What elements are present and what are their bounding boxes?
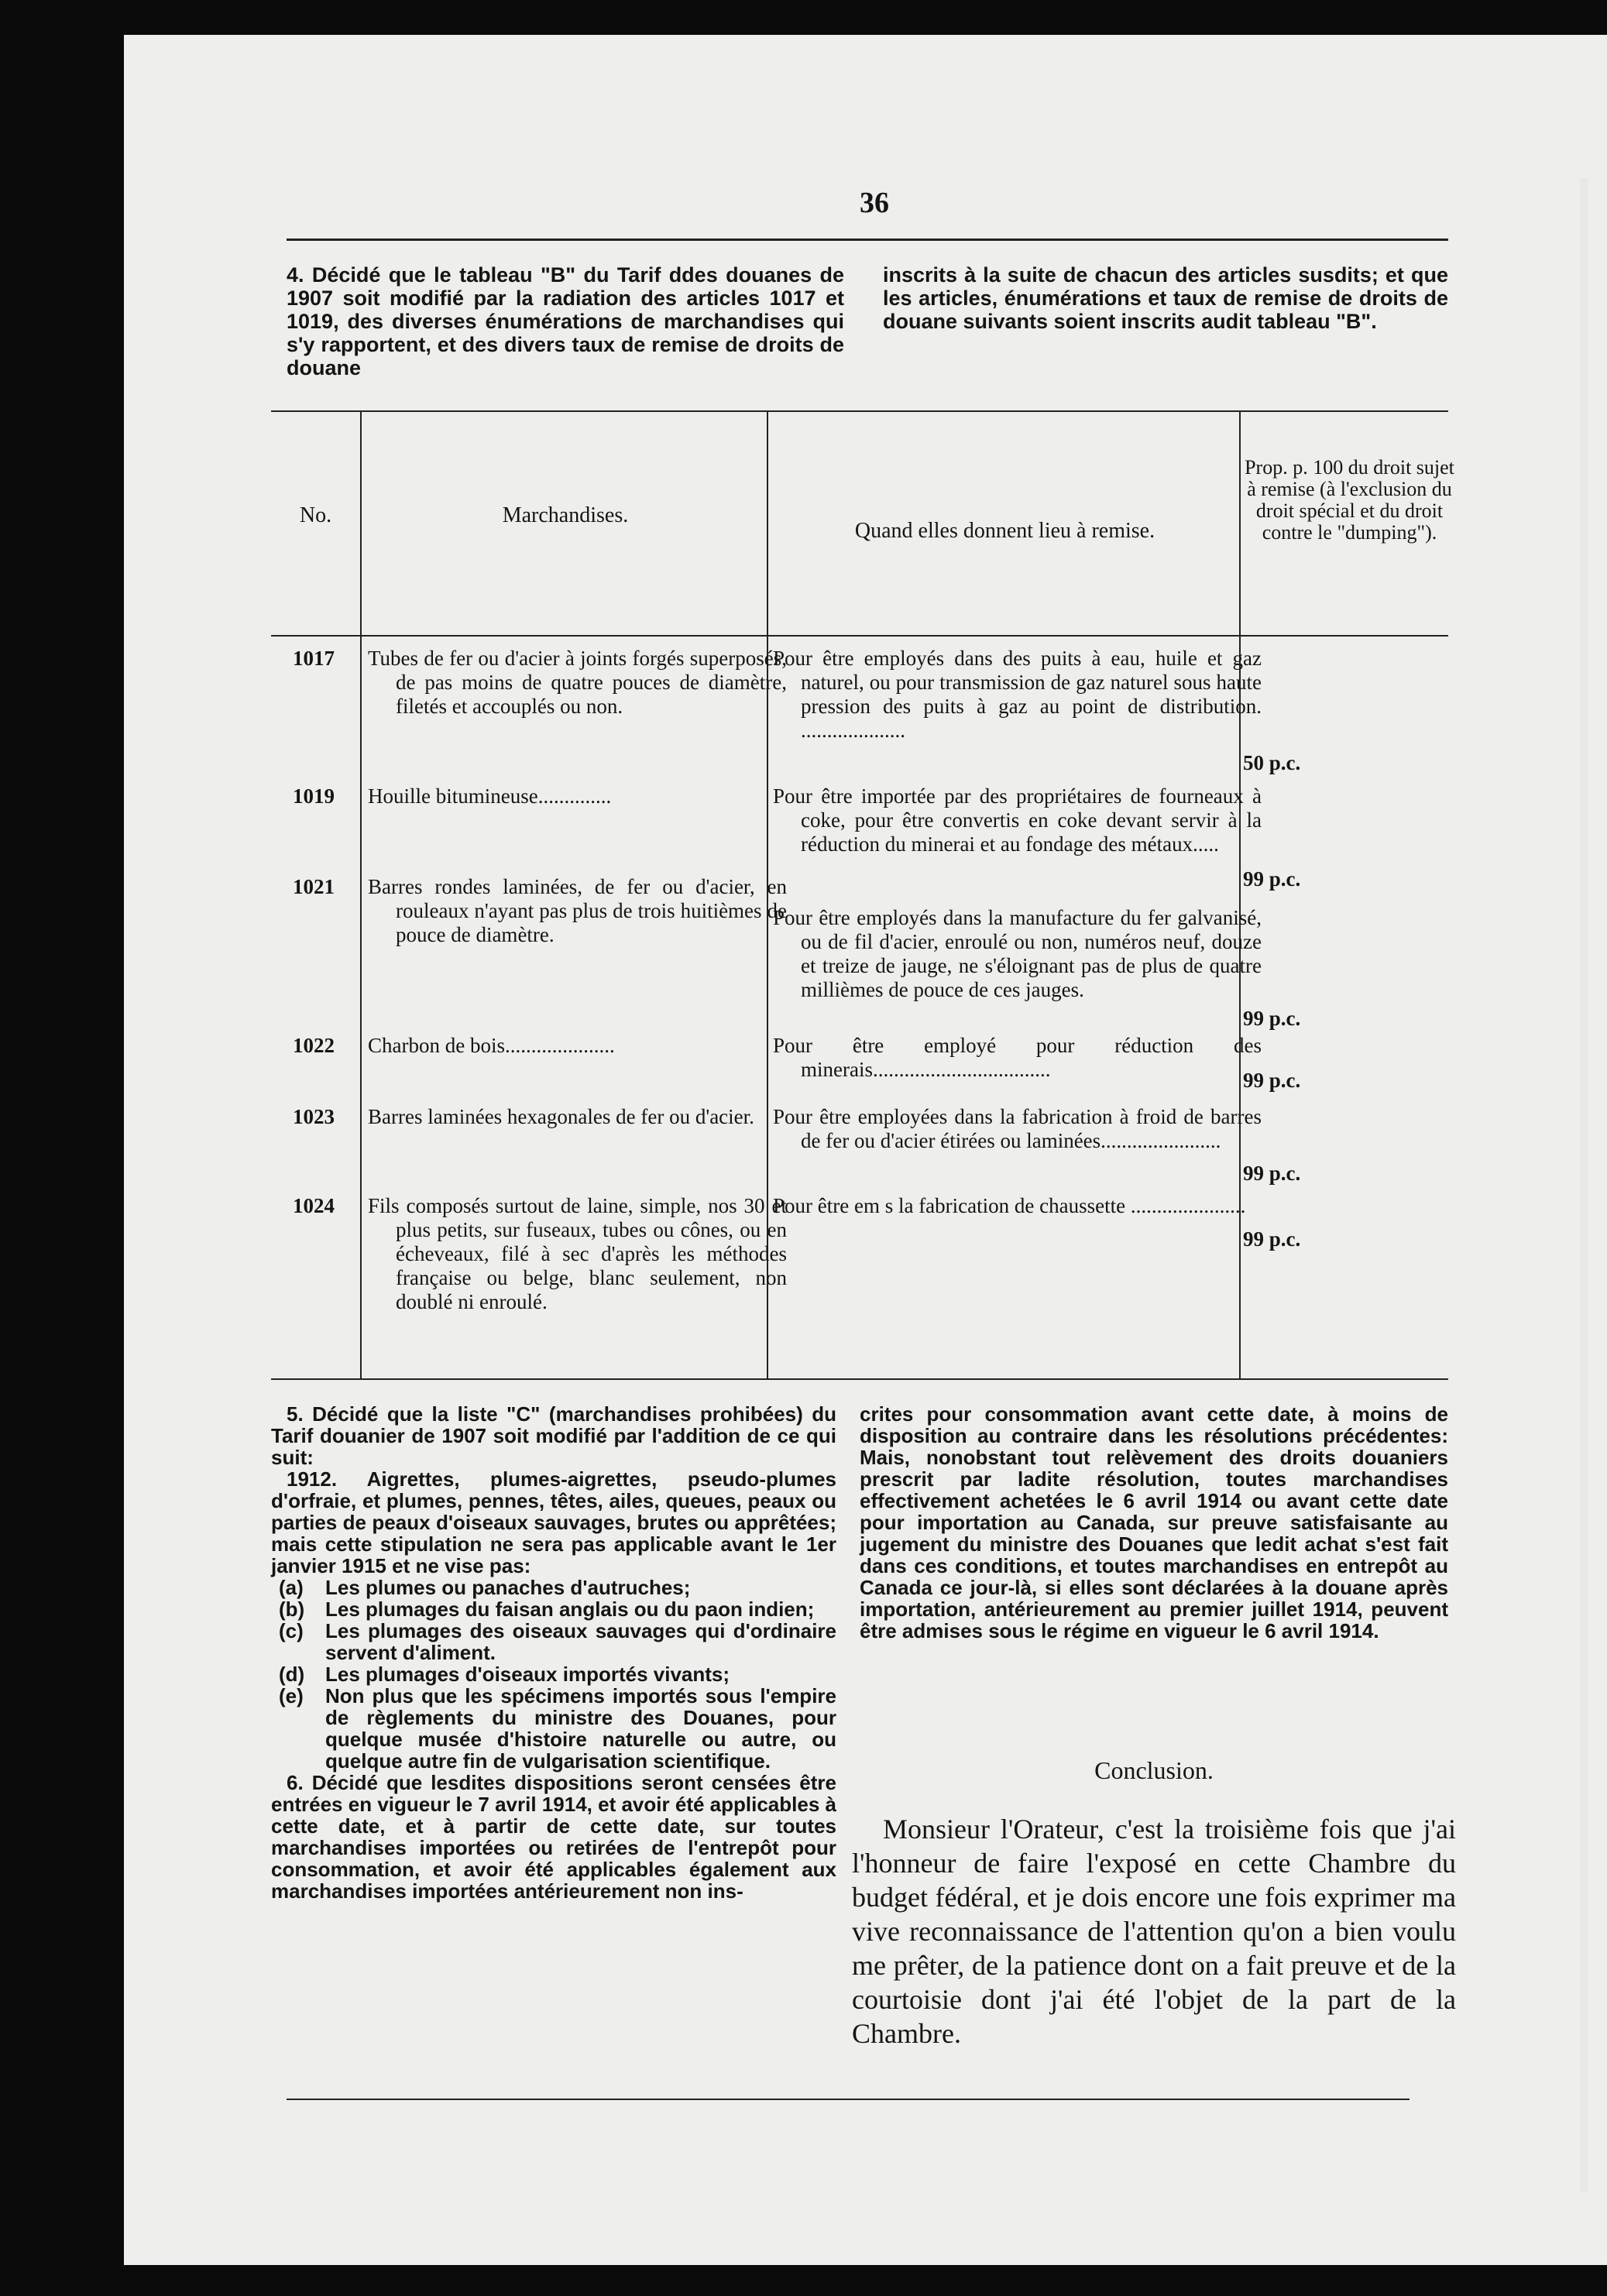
bottom-rule — [287, 2099, 1410, 2100]
exception-label: (d) — [279, 1663, 305, 1686]
intro-right: inscrits à la suite de chacun des articles susdits; et que les articles, énumérations et taux de remise de droits de douane suivants soient inscrits audit tableau "B". — [883, 263, 1448, 333]
exception-text: Les plumes ou panaches d'autruches; — [325, 1576, 691, 1599]
row-prop: 99 p.c. — [1243, 1007, 1301, 1030]
row-prop: 50 p.c. — [1243, 751, 1301, 774]
row-number: 1017 — [293, 647, 335, 670]
section-continuation: crites pour consommation avant cette date, à moins de disposition au contraire dans les résolutions précédentes: Mais, nonobstant tout relèvement des droits douaniers prescrit par ladite résolution, toutes marchandises effectivement achetées le 6 avril 1914 ou avant cette date pour importation au Canada, sur preuve satisfaisante au jugement du ministre des Douanes que ledit achat s'est fait dans ces conditions, et toutes marchandises en entrepôt au Canada ce jour-là, si elles sont déclarées à la douane après importation, antérieurement au premier juillet 1914, peuvent être admises sous le régime en vigueur le 6 avril 1914. — [860, 1402, 1448, 1642]
row-number: 1019 — [293, 784, 335, 808]
row-number: 1024 — [293, 1194, 335, 1217]
row-cond: Pour être employés dans la manufacture du fer galvanisé, ou de fil d'acier, enroulé ou non, numéros neuf, douze et treize de jauge, ne s'éloignant pas de plus de quatre millièmes de pouce de ces jauges. — [773, 906, 1262, 1001]
section-5-column — [271, 1403, 836, 1902]
row-cond: Pour être importée par des propriétaires de fourneaux à coke, pour être convertis en coke devant servir à la réduction du minerai et au fondage des métaux..... — [773, 784, 1262, 856]
exception-text: Les plumages des oiseaux sauvages qui d'ordinaire servent d'aliment. — [325, 1619, 836, 1664]
header-no: No. — [299, 503, 332, 527]
row-merch: Charbon de bois..................... — [368, 1034, 615, 1057]
row-merch: Barres laminées hexagonales de fer ou d'acier. — [368, 1105, 754, 1128]
row-merch: Tubes de fer ou d'acier à joints forgés superposés, de pas moins de quatre pouces de diamètre, filetés et accouplés ou non. — [368, 647, 787, 718]
row-cond: Pour être employées dans la fabrication à froid de barres de fer ou d'acier étirées ou laminées....................... — [773, 1105, 1262, 1152]
exception-item — [271, 1685, 836, 1772]
page-edge — [1580, 178, 1588, 2191]
exception-item — [271, 1577, 836, 1598]
exception-label: (b) — [279, 1598, 305, 1621]
top-rule — [287, 239, 1448, 241]
header-prop: Prop. p. 100 du droit sujet à remise (à l'exclusion du droit spécial et du droit contre le "dumping"). — [1245, 456, 1454, 544]
conclusion-title: Conclusion. — [1094, 1756, 1214, 1784]
exception-text: Non plus que les spécimens importés sous l'empire de règlements du ministre des Douanes, pour quelque musée d'histoire naturelle ou autre, ou quelque autre fin de vulgarisation scientifique. — [325, 1684, 836, 1773]
exception-item — [271, 1620, 836, 1663]
row-merch: Fils composés surtout de laine, simple, nos 30 et plus petits, sur fuseaux, tubes ou cônes, ou en écheveaux, filé à sec d'après les méthodes française ou belge, blanc seulement, non doublé ni enroulé. — [368, 1194, 787, 1313]
header-cond: Quand elles donnent lieu à remise. — [854, 519, 1155, 543]
intro-left: 4. Décidé que le tableau "B" du Tarif ddes douanes de 1907 soit modifié par la radiation des articles 1017 et 1019, des diverses énumérations de marchandises qui s'y rapportent, et des divers taux de remise de droits de douane — [287, 263, 844, 379]
remise-table — [271, 410, 1464, 1394]
exception-item — [271, 1663, 836, 1685]
exception-label: (a) — [279, 1576, 304, 1599]
exception-label: (c) — [279, 1619, 304, 1642]
section-6: 6. Décidé que lesdites dispositions seront censées être entrées en vigueur le 7 avril 1914, et avoir été applicables à cette date, et à partir de cette date, sur toutes marchandises importées ou retirées de l'entrepôt pour consommation, et avoir été applicables également aux marchandises importées antérieurement non ins- — [271, 1771, 836, 1903]
row-prop: 99 p.c. — [1243, 1227, 1301, 1251]
exception-text: Les plumages d'oiseaux importés vivants; — [325, 1663, 730, 1686]
row-merch: Barres rondes laminées, de fer ou d'acier, en rouleaux n'ayant pas plus de trois huitièmes de pouce de diamètre. — [368, 875, 787, 946]
header-rule — [271, 635, 1448, 637]
col-divider — [360, 410, 362, 1378]
row-number: 1021 — [293, 875, 335, 898]
row-prop: 99 p.c. — [1243, 867, 1301, 891]
section-5-intro: 5. Décidé que la liste "C" (marchandises prohibées) du Tarif douanier de 1907 soit modifié par l'addition de ce qui suit: — [271, 1402, 836, 1469]
table-top-rule — [271, 410, 1448, 412]
header-merch: Marchandises. — [502, 503, 629, 527]
row-prop: 99 p.c. — [1243, 1162, 1301, 1185]
row-prop: 99 p.c. — [1243, 1069, 1301, 1092]
exception-item — [271, 1598, 836, 1620]
col-divider — [1239, 410, 1241, 1378]
item-1912: 1912. Aigrettes, plumes-aigrettes, pseudo-plumes d'orfraie, et plumes, pennes, têtes, ailes, queues, peaux ou parties de peaux d'oiseaux sauvages, brutes ou apprêtées; mais cette stipulation ne sera pas applicable avant le 1er janvier 1915 et ne vise pas: — [271, 1467, 836, 1577]
conclusion-text: Monsieur l'Orateur, c'est la troisième fois que j'ai l'honneur de faire l'exposé en cette Chambre du budget fédéral, et je dois encore une fois exprimer ma vive reconnaissance de l'attention qu'on a bien voulu me prêter, de la patience dont on a fait preuve et de la courtoisie dont j'ai été l'objet de la part de la Chambre. — [852, 1814, 1456, 2049]
row-number: 1023 — [293, 1105, 335, 1128]
row-number: 1022 — [293, 1034, 335, 1057]
row-cond: Pour être employés dans des puits à eau, huile et gaz naturel, ou pour transmission de gaz naturel sous haute pression des puits à gaz au point de distribution. .................... — [773, 647, 1262, 742]
row-cond: Pour être em s la fabrication de chaussette ...................... — [773, 1194, 1246, 1217]
page-number: 36 — [860, 187, 889, 219]
exception-text: Les plumages du faisan anglais ou du paon indien; — [325, 1598, 815, 1621]
row-merch: Houille bitumineuse.............. — [368, 784, 612, 808]
exception-label: (e) — [279, 1684, 304, 1707]
table-bottom-rule — [271, 1378, 1448, 1380]
row-cond: Pour être employé pour réduction des minerais.................................. — [773, 1034, 1262, 1081]
